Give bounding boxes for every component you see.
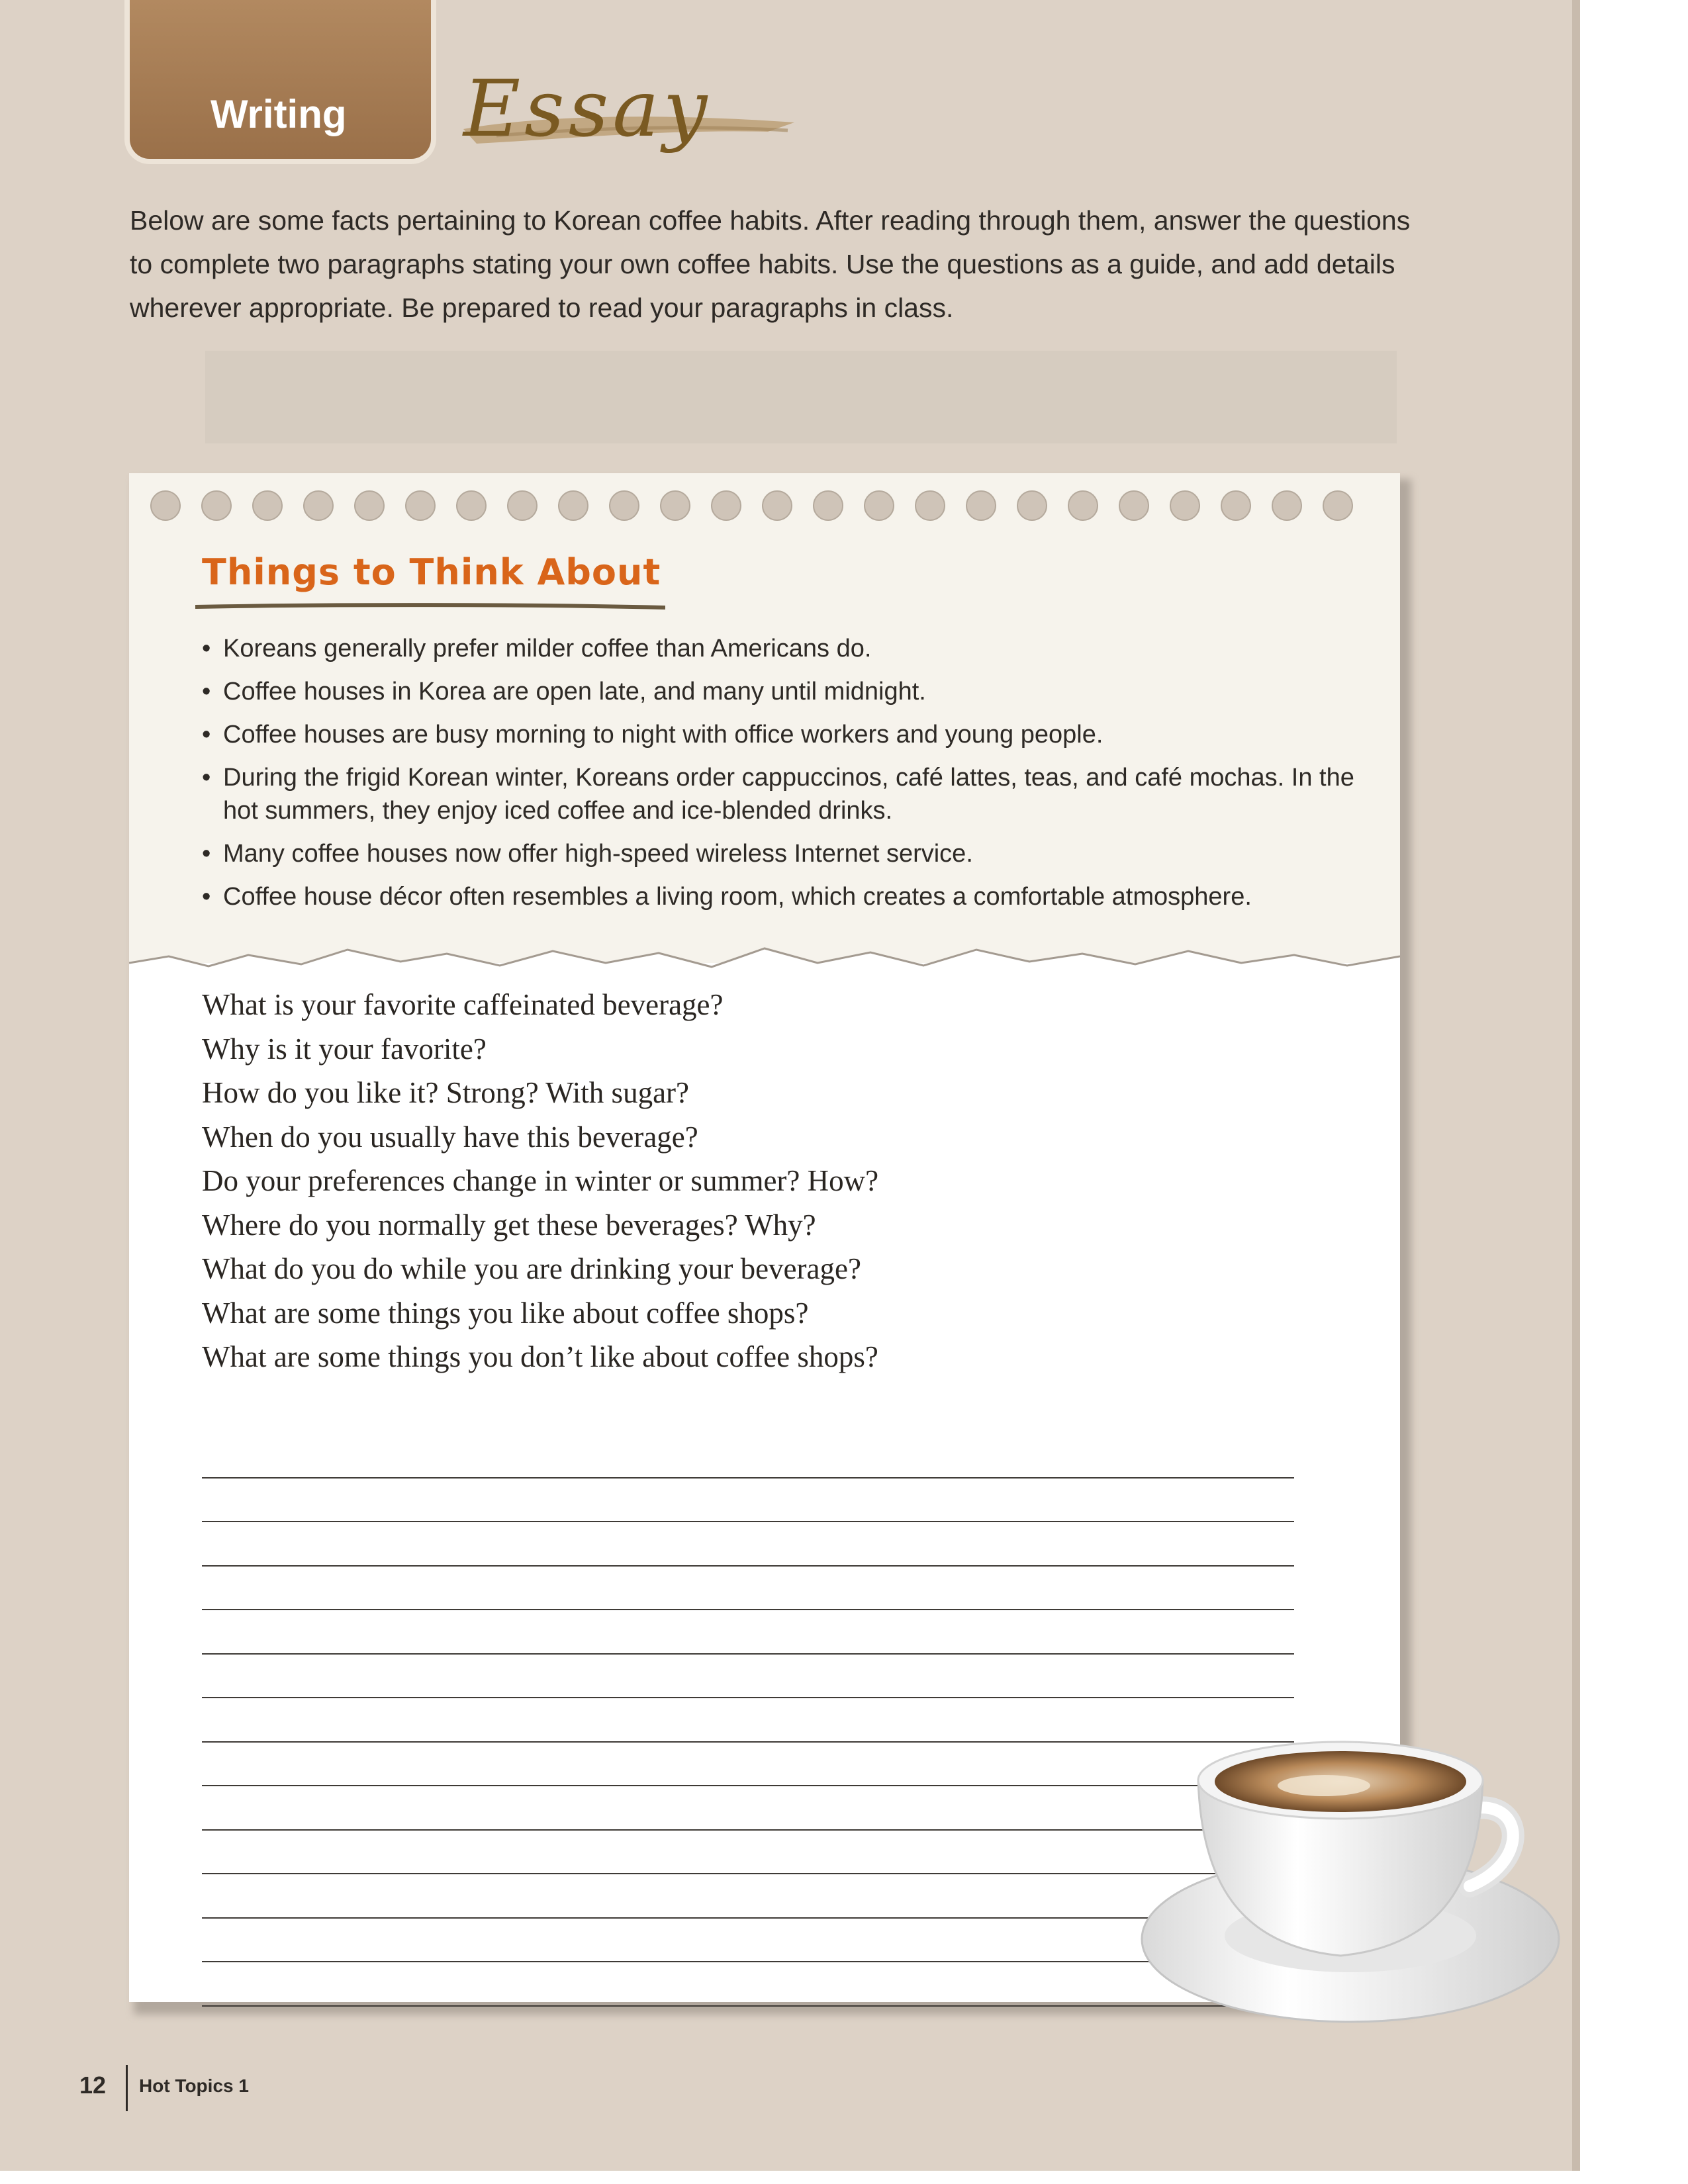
binder-hole [1170,491,1199,520]
question-item: How do you like it? Strong? With sugar? [202,1076,689,1109]
section-label: Writing [211,92,347,136]
binder-hole [712,491,741,520]
list-item: • During the frigid Korean winter, Koreans order cappuccinos, café lattes, teas, and café mochas. In the hot summers, they enjoy iced coffee and ice-blended drinks. [202,761,1380,827]
binder-hole [610,491,639,520]
binder-hole [559,491,588,520]
binder-hole [202,491,231,520]
binder-hole [1221,491,1250,520]
binder-hole [661,491,690,520]
binder-hole [253,491,282,520]
footer-divider [126,2065,128,2111]
question-item: What do you do while you are drinking your beverage? [202,1252,861,1285]
book-title: Hot Topics 1 [139,2075,249,2096]
writing-line[interactable] [202,1567,1294,1611]
question-item: What are some things you don’t like about coffee shops? [202,1340,878,1373]
title-underline [195,602,665,612]
binder-hole [1272,491,1301,520]
question-item: What is your favorite caffeinated beverage? [202,988,724,1021]
list-item: • Coffee houses are busy morning to night with office workers and young people. [202,718,1380,751]
writing-line[interactable] [202,1522,1294,1567]
binder-hole [355,491,384,520]
question-item: Where do you normally get these beverages? Why? [202,1208,816,1242]
binder-hole [304,491,333,520]
list-item: • Coffee house décor often resembles a living room, which creates a comfortable atmosphere. [202,880,1380,913]
question-item: Do your preferences change in winter or summer? How? [202,1164,879,1197]
page-number: 12 [79,2071,107,2099]
question-item: When do you usually have this beverage? [202,1120,698,1154]
list-item: • Koreans generally prefer milder coffee than Americans do. [202,632,1380,665]
binder-hole [966,491,996,520]
binder-hole [151,491,180,520]
subsection-label: Essay [463,63,712,154]
binder-hole [1119,491,1149,520]
binder-hole [457,491,486,520]
things-bullet-list [202,632,1380,923]
binder-hole [406,491,435,520]
binder-hole [814,491,843,520]
list-item: • Coffee houses in Korea are open late, and many until midnight. [202,675,1380,708]
binder-hole [1323,491,1352,520]
binder-hole [915,491,945,520]
page-edge [1572,0,1580,2171]
binder-hole [865,491,894,520]
question-item: What are some things you like about coffee shops? [202,1296,809,1330]
binder-hole [508,491,537,520]
list-item: • Many coffee houses now offer high-speed wireless Internet service. [202,837,1380,870]
writing-line[interactable] [202,1655,1294,1699]
binder-hole [1068,491,1098,520]
writing-line[interactable] [202,1434,1294,1479]
question-item: Why is it your favorite? [202,1032,487,1066]
binder-holes [129,482,1400,529]
coffee-cup-icon [1086,1707,1569,2038]
things-title: Things to Think About [202,551,661,593]
guide-questions [202,983,1327,1379]
background-band [205,351,1397,443]
binder-hole [763,491,792,520]
intro-paragraph: Below are some facts pertaining to Korean coffee habits. After reading through them, answer the questions to complete two paragraphs stating your own coffee habits. Use the questions as a guide, and add details wherever appropriate. Be prepared to read your paragraphs in class. [130,205,1411,323]
writing-line[interactable] [202,1479,1294,1523]
writing-line[interactable] [202,1610,1294,1655]
binder-hole [1017,491,1047,520]
